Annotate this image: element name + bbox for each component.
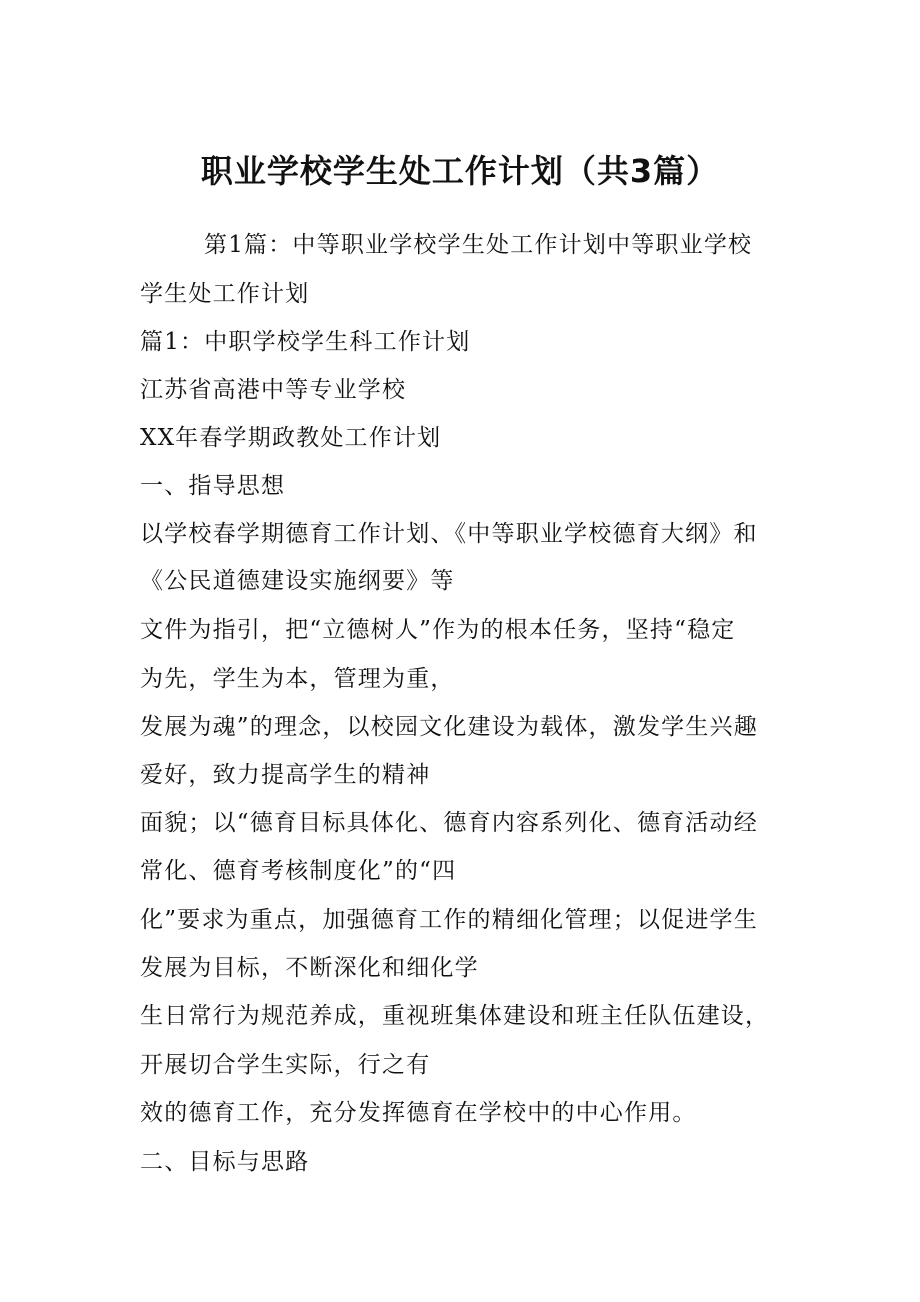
paragraph-line: 生日常行为规范养成，重视班集体建设和班主任队伍建设， <box>140 1003 770 1029</box>
document-title: 职业学校学生处工作计划（共3篇） <box>200 152 720 190</box>
paragraph-line: 发展为魂”的理念，以校园文化建设为载体，激发学生兴趣 <box>140 714 758 740</box>
paragraph-line: 面貌；以“德育目标具体化、德育内容系列化、德育活动经 <box>140 810 758 836</box>
paragraph-line: 以学校春学期德育工作计划、《中等职业学校德育大纲》和 <box>140 521 758 547</box>
paragraph-line: XX年春学期政教处工作计划 <box>140 425 442 451</box>
paragraph-line: 文件为指引，把“立德树人”作为的根本任务，坚持“稳定 <box>140 617 736 643</box>
paragraph-line: 爱好，致力提高学生的精神 <box>140 762 431 788</box>
section-heading: 一、指导思想 <box>140 473 286 499</box>
paragraph-line: 开展切合学生实际，行之有 <box>140 1052 431 1078</box>
paragraph-line: 化”要求为重点，加强德育工作的精细化管理；以促进学生 <box>140 907 758 933</box>
section-heading: 二、目标与思路 <box>140 1149 310 1175</box>
section-heading: 篇1：中职学校学生科工作计划 <box>140 329 471 355</box>
paragraph-line: 第1篇：中等职业学校学生处工作计划中等职业学校 <box>204 232 753 258</box>
paragraph-line: 《公民道德建设实施纲要》等 <box>140 568 455 594</box>
paragraph-line: 效的德育工作，充分发挥德育在学校中的中心作用。 <box>140 1100 697 1126</box>
paragraph-line: 为先，学生为本，管理为重， <box>140 666 455 692</box>
paragraph-line: 常化、德育考核制度化”的“四 <box>140 858 457 884</box>
paragraph-line: 学生处工作计划 <box>140 281 310 307</box>
paragraph-line: 发展为目标，不断深化和细化学 <box>140 955 479 981</box>
paragraph-line: 江苏省高港中等专业学校 <box>140 377 407 403</box>
